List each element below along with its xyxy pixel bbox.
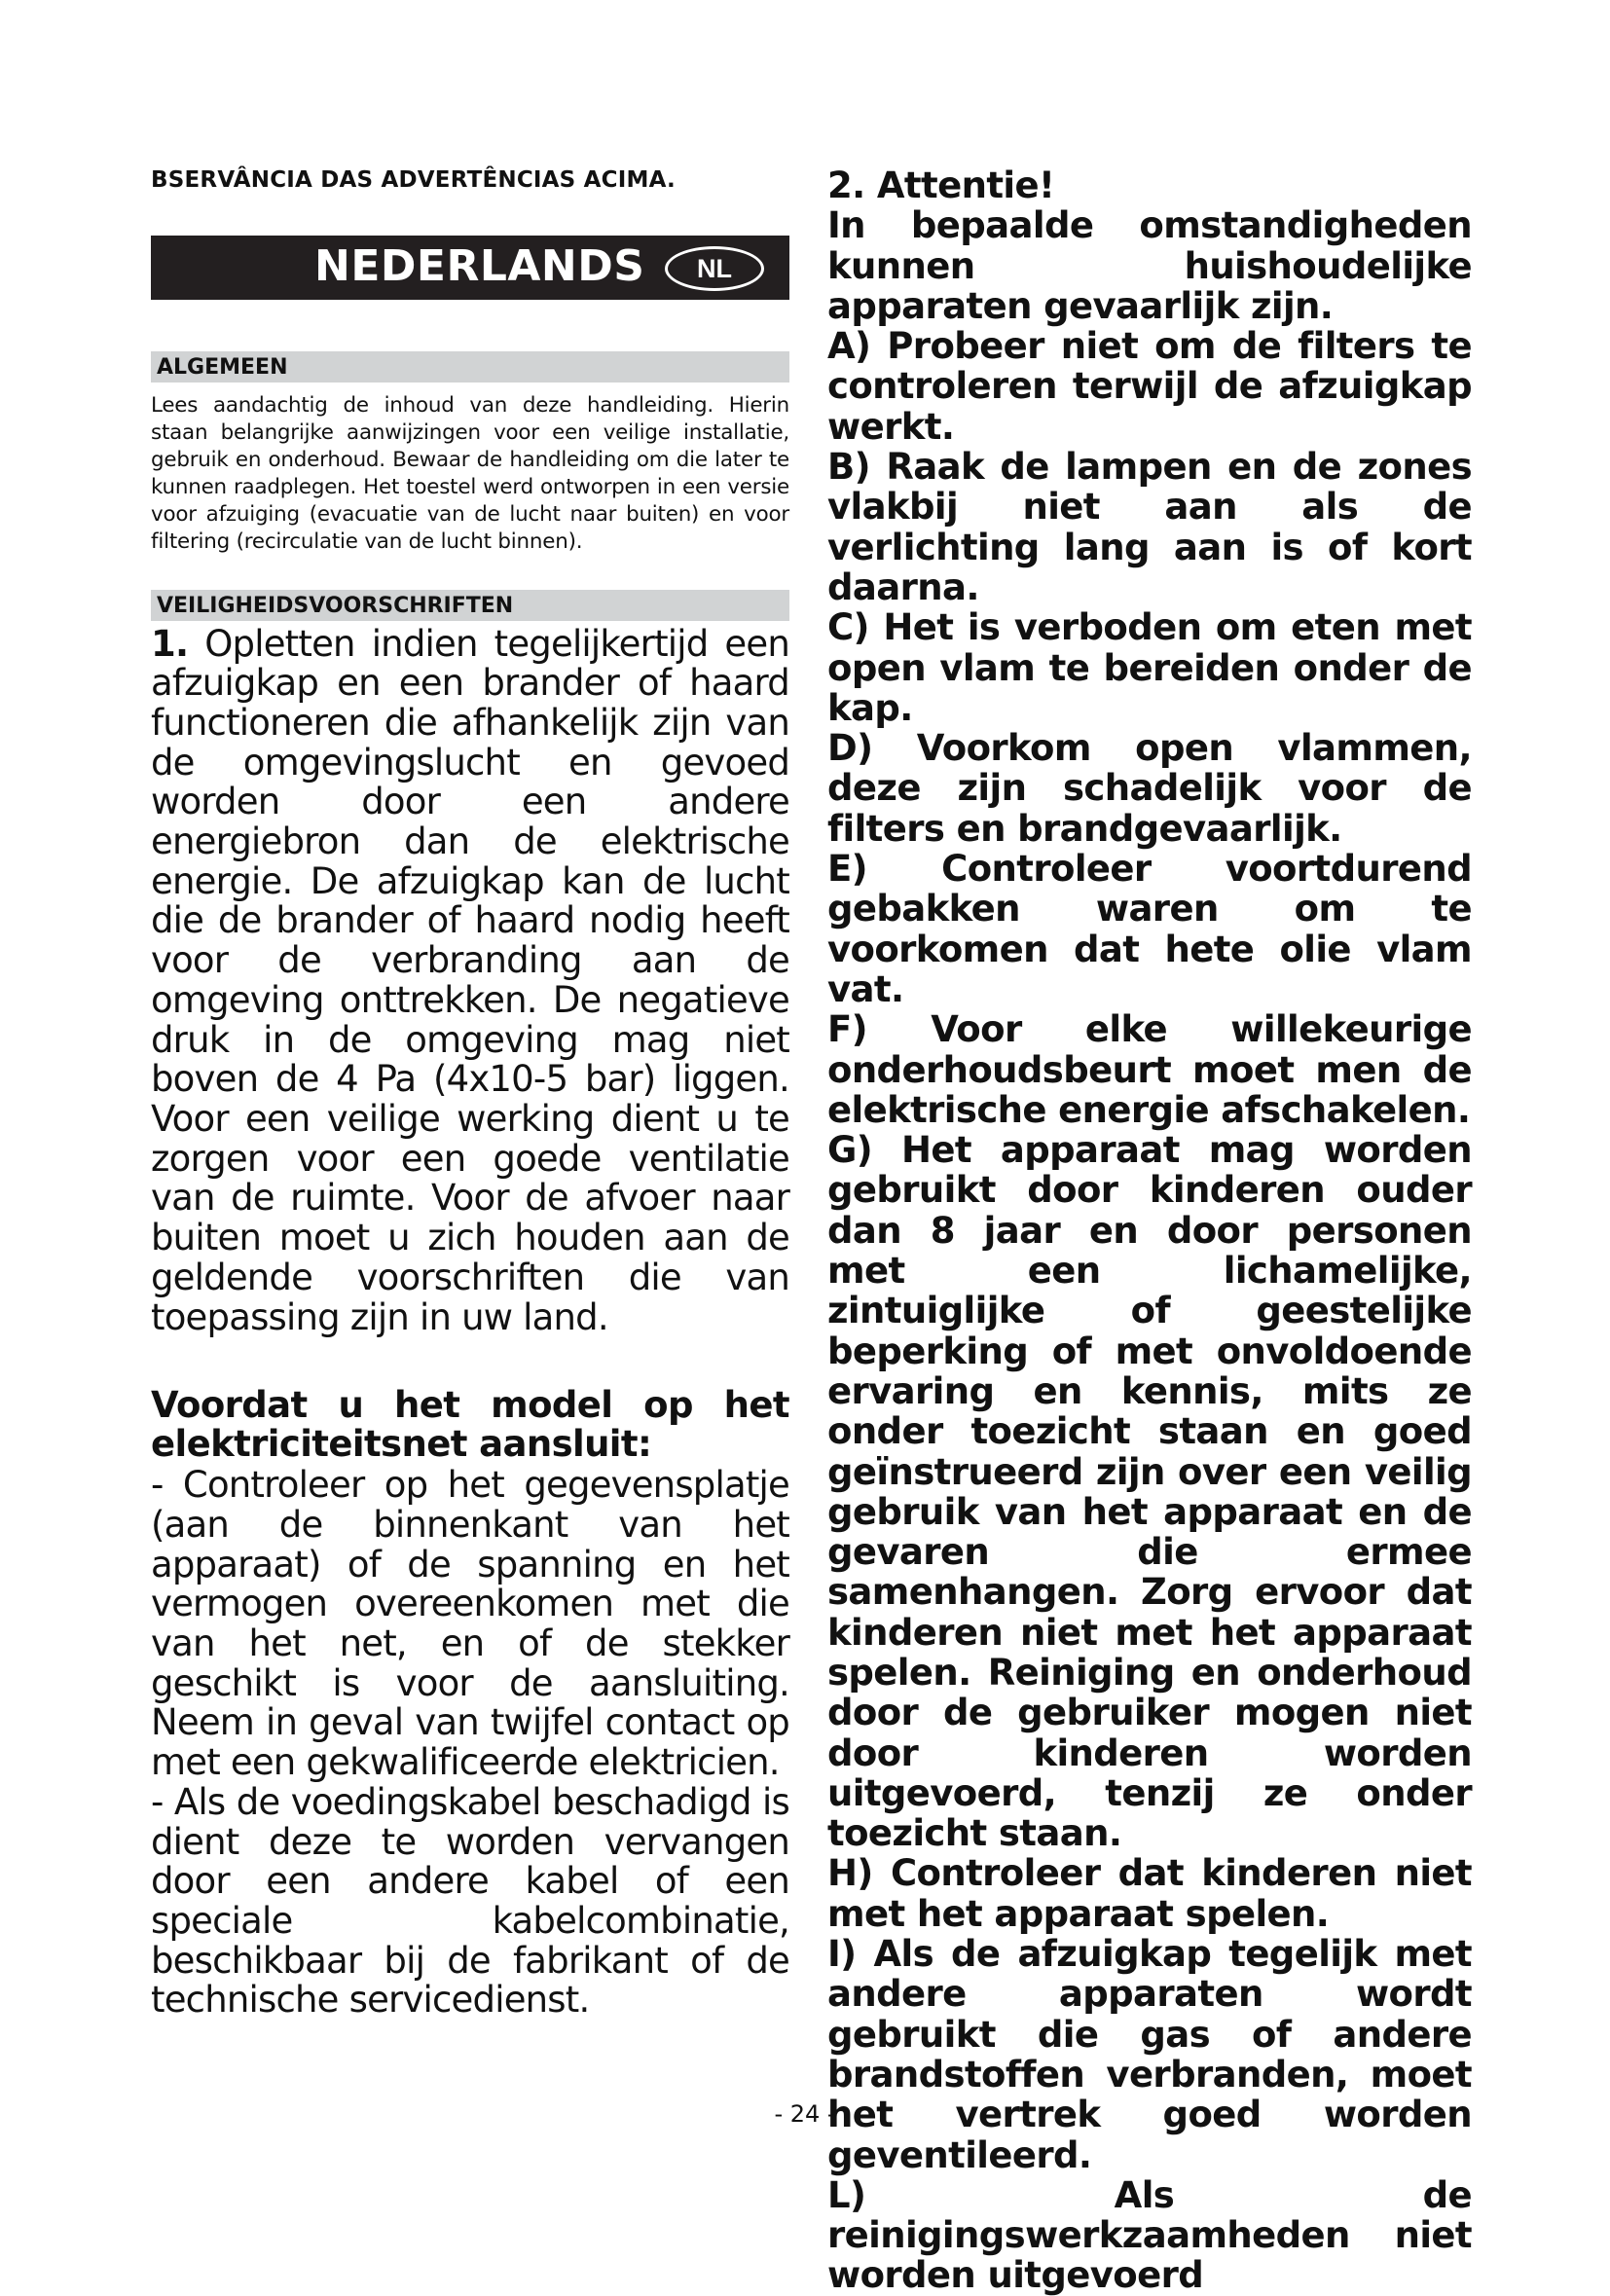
attention-item-b: B) Raak de lampen en de zones vlakbij niet aan als de verlichting lang aan is of kort daarna. xyxy=(827,446,1472,608)
section-heading-safety: VEILIGHEIDSVOORSCHRIFTEN xyxy=(151,590,789,621)
language-code-badge: NL xyxy=(665,246,764,291)
safety-item-1 xyxy=(151,622,789,1338)
attention-item-l: L) Als de reinigingswerkzaamheden niet worden uitgevoerd xyxy=(827,2173,1472,2296)
right-column xyxy=(827,165,1472,2296)
attention-item-e: E) Controleer voortdurend gebakken waren om te voorkomen dat hete olie vlam vat. xyxy=(827,848,1472,1010)
attention-item-i: I) Als de afzuigkap tegelijk met andere apparaten wordt gebruikt die gas of andere brandstoffen verbranden, moet het vertrek goed worden geventileerd. xyxy=(827,1933,1472,2176)
attention-title: 2. Attentie! xyxy=(827,164,1055,206)
header-note: BSERVÂNCIA DAS ADVERTÊNCIAS ACIMA. xyxy=(151,167,676,193)
language-title: NEDERLANDS xyxy=(314,241,645,291)
attention-item-h: H) Controleer dat kinderen niet met het apparaat spelen. xyxy=(827,1852,1472,1935)
connection-list xyxy=(151,1466,789,2021)
safety-item-text: Opletten indien tegelijkertijd een afzuigkap en een brander of haard functioneren die afhankelijk zijn van de omgevingslucht en gevoed worden door een andere energiebron dan de elektrische energie. De afzuigkap kan de lucht die de brander of haard nodig heeft voor de verbranding aan de omgeving onttrekken. De negatieve druk in de omgeving mag niet boven de 4 Pa (4x10-5 bar) liggen. Voor een veilige werking dient u te zorgen voor een goede ventilatie van de ruimte. Voor de afvoer naar buiten moet u zich houden aan de geldende voorschriften die van toepassing zijn in uw land. xyxy=(151,622,789,1338)
attention-item-d: D) Voorkom open vlammen, deze zijn schadelijk voor de filters en brandgevaarlijk. xyxy=(827,727,1472,850)
general-text: Lees aandachtig de inhoud van deze handleiding. Hierin staan belangrijke aanwijzingen voor een veilige installatie, gebruik en onderhoud. Bewaar de handleiding om die later te kunnen raadplegen. Het toestel werd ontworpen in een versie voor afzuiging (evacuatie van de lucht naar buiten) en voor filtering (recirculatie van de lucht binnen). xyxy=(151,393,789,555)
left-column xyxy=(151,167,789,2021)
attention-intro: In bepaalde omstandigheden kunnen huishoudelijke apparaten gevaarlijk zijn. xyxy=(827,204,1472,327)
connection-item: - Controleer op het gegevensplatje (aan de binnenkant van het apparaat) of de spanning en het vermogen overeenkomen met die van het net, en of de stekker geschikt is voor de aansluiting. Neem in geval van twijfel contact op met een gekwalificeerde elektricien. xyxy=(151,1464,789,1784)
attention-item-f: F) Voor elke willekeurige onderhoudsbeurt moet men de elektrische energie afschakelen. xyxy=(827,1008,1472,1131)
page-number: - 24 - xyxy=(774,2100,836,2128)
language-banner xyxy=(151,236,789,300)
attention-item-a: A) Probeer niet om de filters te controleren terwijl de afzuigkap werkt. xyxy=(827,325,1472,448)
connection-heading: Voordat u het model op het elektriciteitsnet aansluit: xyxy=(151,1384,789,1466)
section-heading-general: ALGEMEEN xyxy=(151,351,789,383)
attention-item-g: G) Het apparaat mag worden gebruikt door kinderen ouder dan 8 jaar en door personen met een lichamelijke, zintuiglijke of geestelijke beperking of met onvoldoende ervaring en kennis, mits ze onder toezicht staan en goed geïnstrueerd zijn over een veilig gebruik van het apparaat en de gevaren die ermee samenhangen. Zorg ervoor dat kinderen niet met het apparaat spelen. Reiniging en onderhoud door de gebruiker mogen niet door kinderen worden uitgevoerd, tenzij ze onder toezicht staan. xyxy=(827,1129,1472,1855)
safety-item-number: 1. xyxy=(151,622,189,665)
connection-item: - Als de voedingskabel beschadigd is dient deze te worden vervangen door een andere kabel of een speciale kabelcombinatie, beschikbaar bij de fabrikant of de technische servicedienst. xyxy=(151,1780,789,2022)
attention-item-c: C) Het is verboden om eten met open vlam te bereiden onder de kap. xyxy=(827,606,1472,729)
